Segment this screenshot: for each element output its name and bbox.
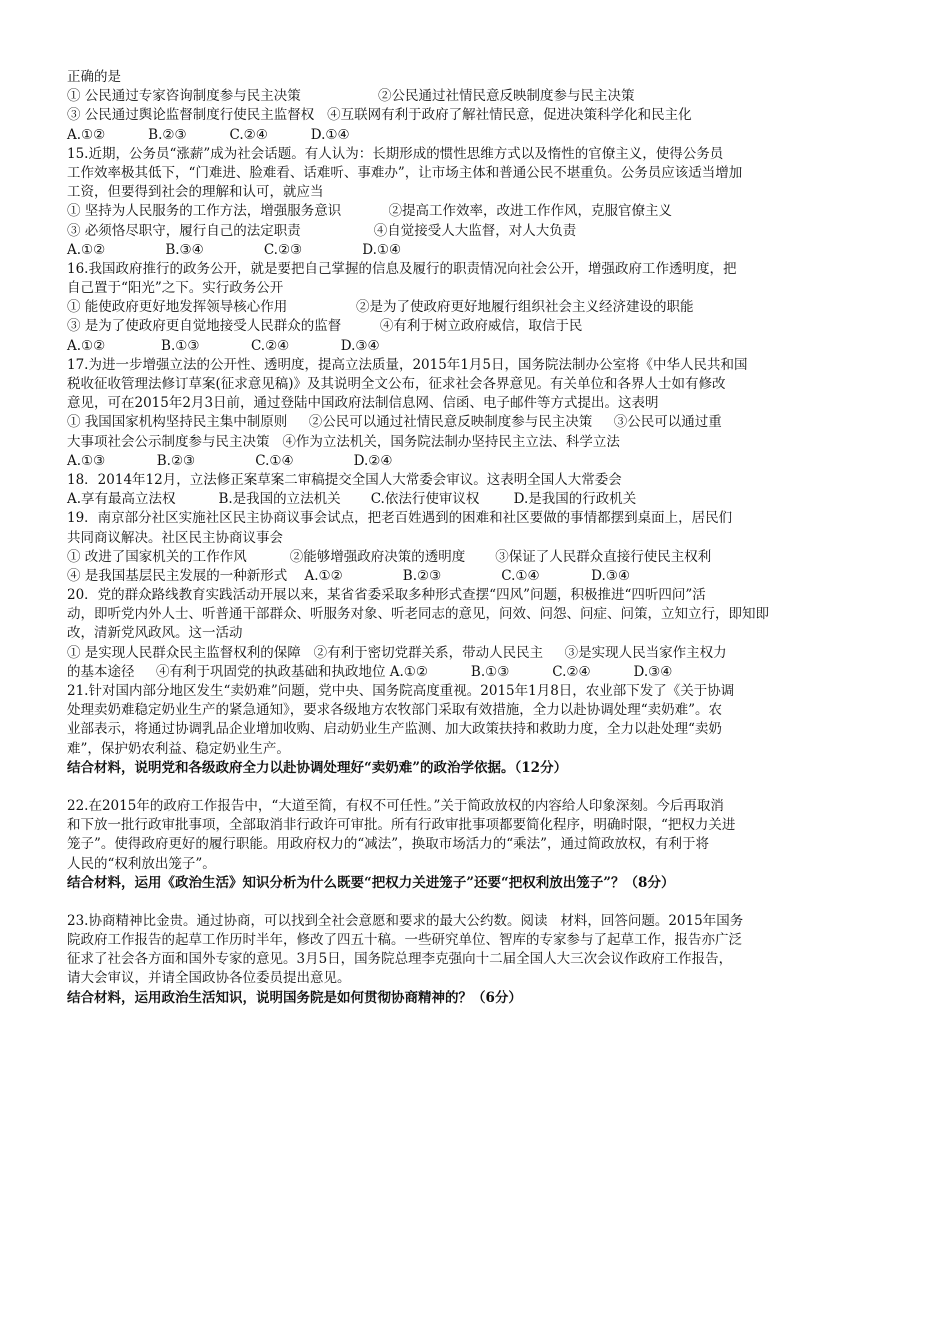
- question-prompt: 结合材料，运用政治生活知识，说明国务院是如何贯彻协商精神的？（6分）: [67, 989, 522, 1006]
- question-prompt: 结合材料，运用《政治生活》知识分析为什么既要“把权力关进笼子”还要“把权利放出笼子”？（8分）: [67, 874, 675, 891]
- text-line: ① 我国国家机构坚持民主集中制原则 ②公民可以通过社情民意反映制度参与民主决策 ③公民可以通过重: [67, 414, 722, 431]
- spacer: [67, 893, 887, 912]
- text-line: 税收征收管理法修订草案(征求意见稿)》及其说明全文公布，征求社会各界意见。有关单位和各界人士如有修改: [67, 376, 726, 392]
- text-line: ① 改进了国家机关的工作作风 ②能够增强政府决策的透明度 ③保证了人民群众直接行使民主权利: [67, 548, 712, 565]
- text-line: 动，即听党内外人士、听普通干部群众、听服务对象、听老同志的意见，问效、问怨、问症、问策，立知立行，即知即: [67, 606, 769, 623]
- text-line: 共同商议解决。社区民主协商议事会: [67, 529, 283, 546]
- text-line: 正确的是: [67, 69, 121, 85]
- text-line: 17.为进一步增强立法的公开性、透明度，提高立法质量，2015年1月5日，国务院法制办公室将《中华人民共和国: [67, 356, 748, 373]
- text-line: 20．党的群众路线教育实践活动开展以来，某省省委采取多种形式查摆“四风”问题，积极推进“四听四问”活: [67, 587, 706, 604]
- text-line: 改，清新党风政风。这一活动: [67, 625, 243, 642]
- text-line: ④ 是我国基层民主发展的一种新形式 A.①② B.②③ C.①④ D.③④: [67, 567, 630, 584]
- text-line: ③ 公民通过舆论监督制度行使民主监督权 ④互联网有利于政府了解社情民意，促进决策科学化和民主化: [67, 107, 692, 124]
- text-line: 院政府工作报告的起草工作历时半年，修改了四五十稿。一些研究单位、智库的专家参与了起草工作，报告亦广泛: [67, 932, 742, 949]
- text-line: 22.在2015年的政府工作报告中，“大道至简，有权不可任性。”关于简政放权的内容给人印象深刻。今后再取消: [67, 797, 724, 814]
- text-line: ① 坚持为人民服务的工作方法，增强服务意识 ②提高工作效率，改进工作作风，克服官僚主义: [67, 203, 672, 220]
- text-line: ③ 必须恪尽职守，履行自己的法定职责 ④自觉接受人大监督，对人大负责: [67, 222, 577, 239]
- text-line: 工资，但要得到社会的理解和认可，就应当: [67, 184, 324, 201]
- text-line: ① 是实现人民群众民主监督权利的保障 ②有利于密切党群关系，带动人民民主 ③是实现人民当家作主权力: [67, 644, 727, 661]
- text-line: 自己置于“阳光”之下。实行政务公开: [67, 280, 284, 297]
- text-line: ① 公民通过专家咨询制度参与民主决策 ②公民通过社情民意反映制度参与民主决策: [67, 88, 635, 105]
- text-line: A.①② B.①③ C.②④ D.③④: [67, 337, 380, 354]
- text-line: 19．南京部分社区实施社区民主协商议事会试点，把老百姓遇到的困难和社区要做的事情都摆到桌面上，居民们: [67, 510, 733, 527]
- text-line: 和下放一批行政审批事项，全部取消非行政许可审批。所有行政审批事项都要简化程序，明确时限，“把权力关进: [67, 817, 736, 834]
- text-line: 笼子”。使得政府更好的履行职能。用政府权力的“减法”，换取市场活力的“乘法”，通过简政放权，有利于将: [67, 836, 710, 853]
- text-line: 21.针对国内部分地区发生“卖奶难”问题，党中央、国务院高度重视。2015年1月8日，农业部下发了《关于协调: [67, 683, 735, 699]
- text-line: 18．2014年12月，立法修正案草案二审稿提交全国人大常委会审议。这表明全国人大常委会: [67, 471, 622, 488]
- text-line: 的基本途径 ④有利于巩固党的执政基础和执政地位 A.①② B.①③ C.②④ D.③④: [67, 663, 673, 680]
- text-line: 征求了社会各方面和国外专家的意见。3月5日，国务院总理李克强向十二届全国人大三次会议作政府工作报告，: [67, 951, 733, 968]
- text-line: 难”，保护奶农利益、稳定奶业生产。: [67, 740, 290, 757]
- text-line: 人民的“权利放出笼子”。: [67, 855, 216, 872]
- text-line: 16.我国政府推行的政务公开，就是要把自己掌握的信息及履行的职责情况向社会公开，增强政府工作透明度，把: [67, 260, 737, 277]
- text-line: 业部表示，将通过协调乳品企业增加收购、启动奶业生产监测、加大政策扶持和救助力度，全力以赴处理“卖奶: [67, 721, 722, 738]
- text-line: ① 能使政府更好地发挥领导核心作用 ②是为了使政府更好地履行组织社会主义经济建设的职能: [67, 299, 694, 316]
- text-line: A.①③ B.②③ C.①④ D.②④: [67, 452, 393, 469]
- text-line: 处理卖奶难稳定奶业生产的紧急通知》，要求各级地方农牧部门采取有效措施，全力以赴协调处理“卖奶难”。农: [67, 702, 723, 719]
- text-line: 工作效率极其低下，“门难进、脸难看、话难听、事难办”，让市场主体和普通公民不堪重负。公务员应该适当增加: [67, 164, 743, 181]
- text-line: 意见，可在2015年2月3日前，通过登陆中国政府法制信息网、信函、电子邮件等方式提出。这表明: [67, 395, 659, 412]
- text-line: 15.近期，公务员“涨薪”成为社会话题。有人认为：长期形成的惯性思维方式以及惰性的官僚主义，使得公务员: [67, 145, 724, 162]
- text-line: ③ 是为了使政府更自觉地接受人民群众的监督 ④有利于树立政府威信，取信于民: [67, 318, 583, 335]
- question-prompt: 结合材料，说明党和各级政府全力以赴协调处理好“卖奶难”的政治学依据。（12分）: [67, 759, 568, 776]
- text-line: A.①② B.③④ C.②③ D.①④: [67, 241, 402, 258]
- text-line: 大事项社会公示制度参与民主决策 ④作为立法机关，国务院法制办坚持民主立法、科学立法: [67, 433, 620, 450]
- text-line: 请大会审议，并请全国政协各位委员提出意见。: [67, 970, 351, 987]
- exam-page: [67, 68, 887, 1008]
- text-line: 23.协商精神比金贵。通过协商，可以找到全社会意愿和要求的最大公约数。阅读 材料，回答问题。2015年国务: [67, 912, 744, 929]
- text-line: A.①② B.②③ C.②④ D.①④: [67, 126, 350, 143]
- text-line: A.享有最高立法权 B.是我国的立法机关 C.依法行使审议权 D.是我国的行政机关: [67, 491, 637, 508]
- spacer: [67, 778, 887, 797]
